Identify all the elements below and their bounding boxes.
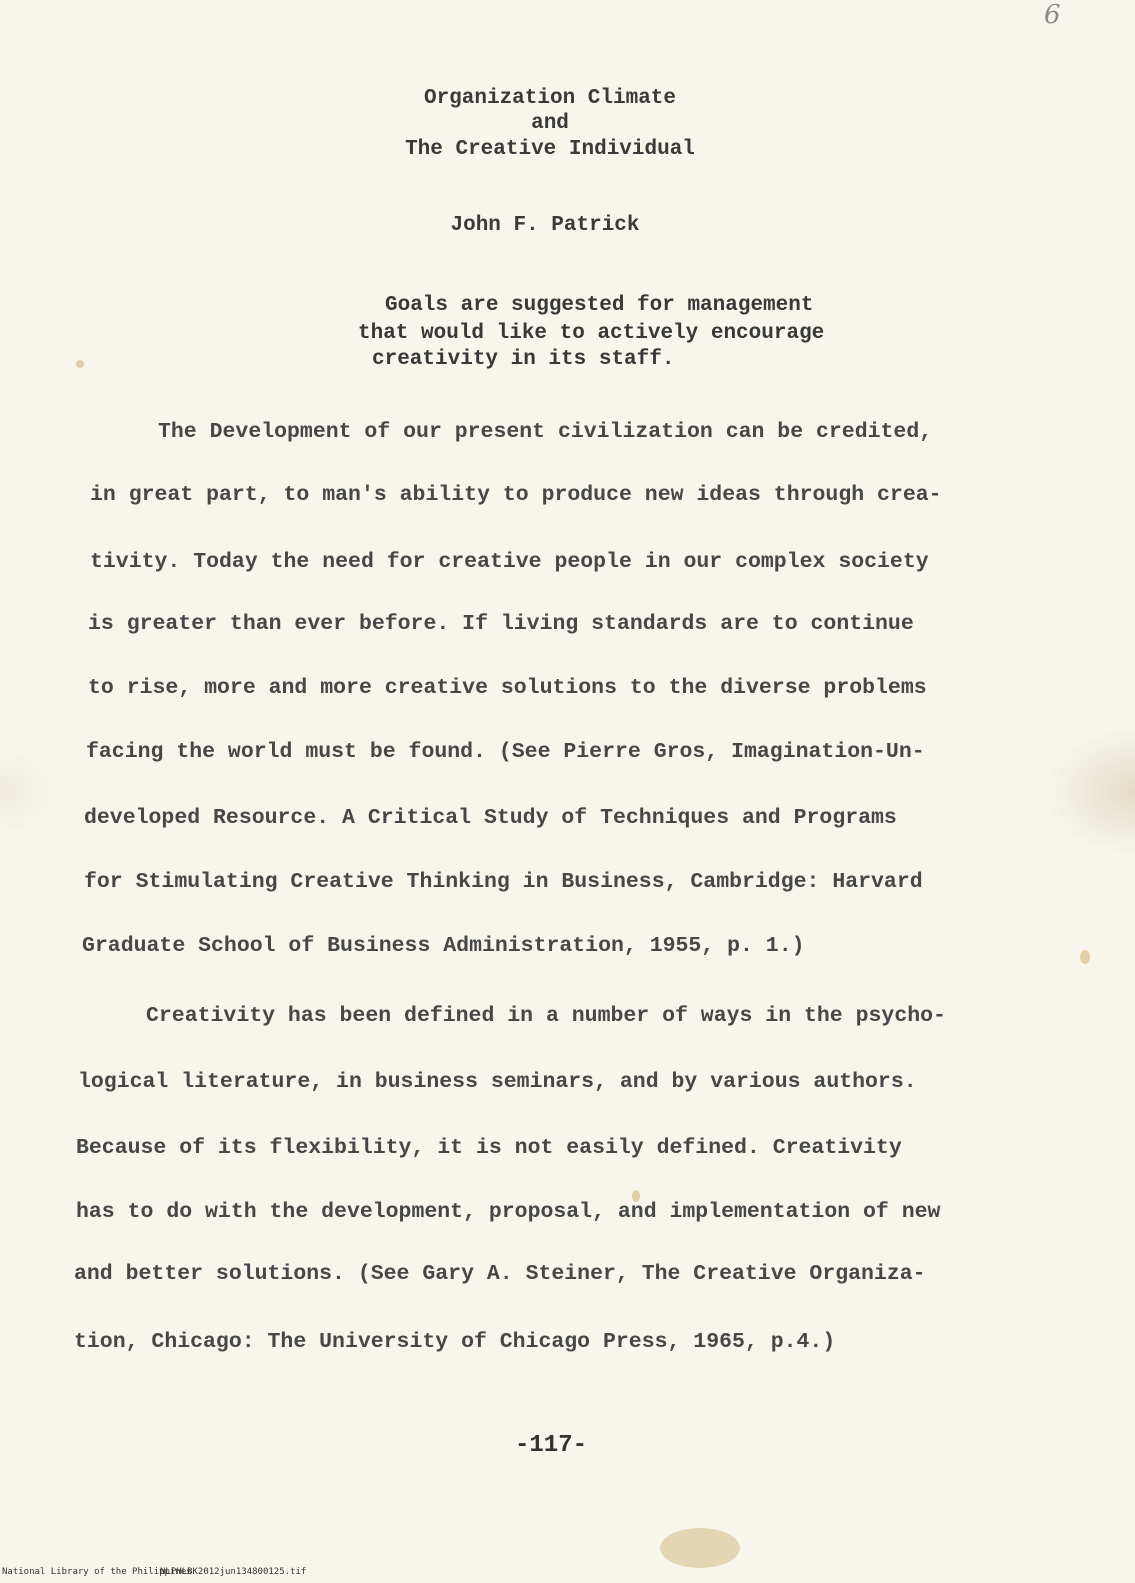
body-line: and better solutions. (See Gary A. Steiner, The Creative Organiza- xyxy=(74,1262,926,1286)
title-line-2: and xyxy=(531,112,569,135)
paper-stain xyxy=(1080,950,1090,964)
body-line: Creativity has been defined in a number of ways in the psycho- xyxy=(146,1004,946,1028)
body-line: for Stimulating Creative Thinking in Business, Cambridge: Harvard xyxy=(84,870,923,894)
paper-stain xyxy=(660,1528,740,1568)
abstract-line-3: creativity in its staff. xyxy=(372,348,675,371)
body-line: is greater than ever before. If living standards are to continue xyxy=(88,612,914,636)
title-line-1: Organization Climate xyxy=(423,87,677,110)
body-line: facing the world must be found. (See Pierre Gros, Imagination-Un- xyxy=(86,740,925,764)
paper-stain xyxy=(632,1190,640,1202)
title-line-3: The Creative Individual xyxy=(405,138,695,161)
body-line: tion, Chicago: The University of Chicago Press, 1965, p.4.) xyxy=(74,1330,836,1354)
body-line: logical literature, in business seminars, and by various authors. xyxy=(78,1070,917,1094)
abstract-line-2: that would like to actively encourage xyxy=(358,322,825,345)
body-line: to rise, more and more creative solutions to the diverse problems xyxy=(88,676,927,700)
body-line: has to do with the development, proposal, and implementation of new xyxy=(76,1200,941,1224)
body-line: The Development of our present civilization can be credited, xyxy=(158,420,933,444)
handwritten-page-mark: 6 xyxy=(1044,0,1061,30)
abstract-line-1: Goals are suggested for management xyxy=(385,294,814,317)
author-name: John F. Patrick xyxy=(450,214,640,237)
page-number: -117- xyxy=(515,1432,588,1459)
footer-library-name: National Library of the Philippines xyxy=(2,1567,192,1577)
footer-file-name: NLPHLBK2012jun134800125.tif xyxy=(160,1567,307,1577)
body-line: tivity. Today the need for creative people in our complex society xyxy=(90,550,929,574)
body-line: in great part, to man's ability to produce new ideas through crea- xyxy=(90,483,942,507)
body-line: developed Resource. A Critical Study of Techniques and Programs xyxy=(84,806,897,830)
paper-stain xyxy=(76,360,84,368)
body-line: Graduate School of Business Administration, 1955, p. 1.) xyxy=(82,934,805,958)
body-line: Because of its flexibility, it is not easily defined. Creativity xyxy=(76,1136,902,1160)
